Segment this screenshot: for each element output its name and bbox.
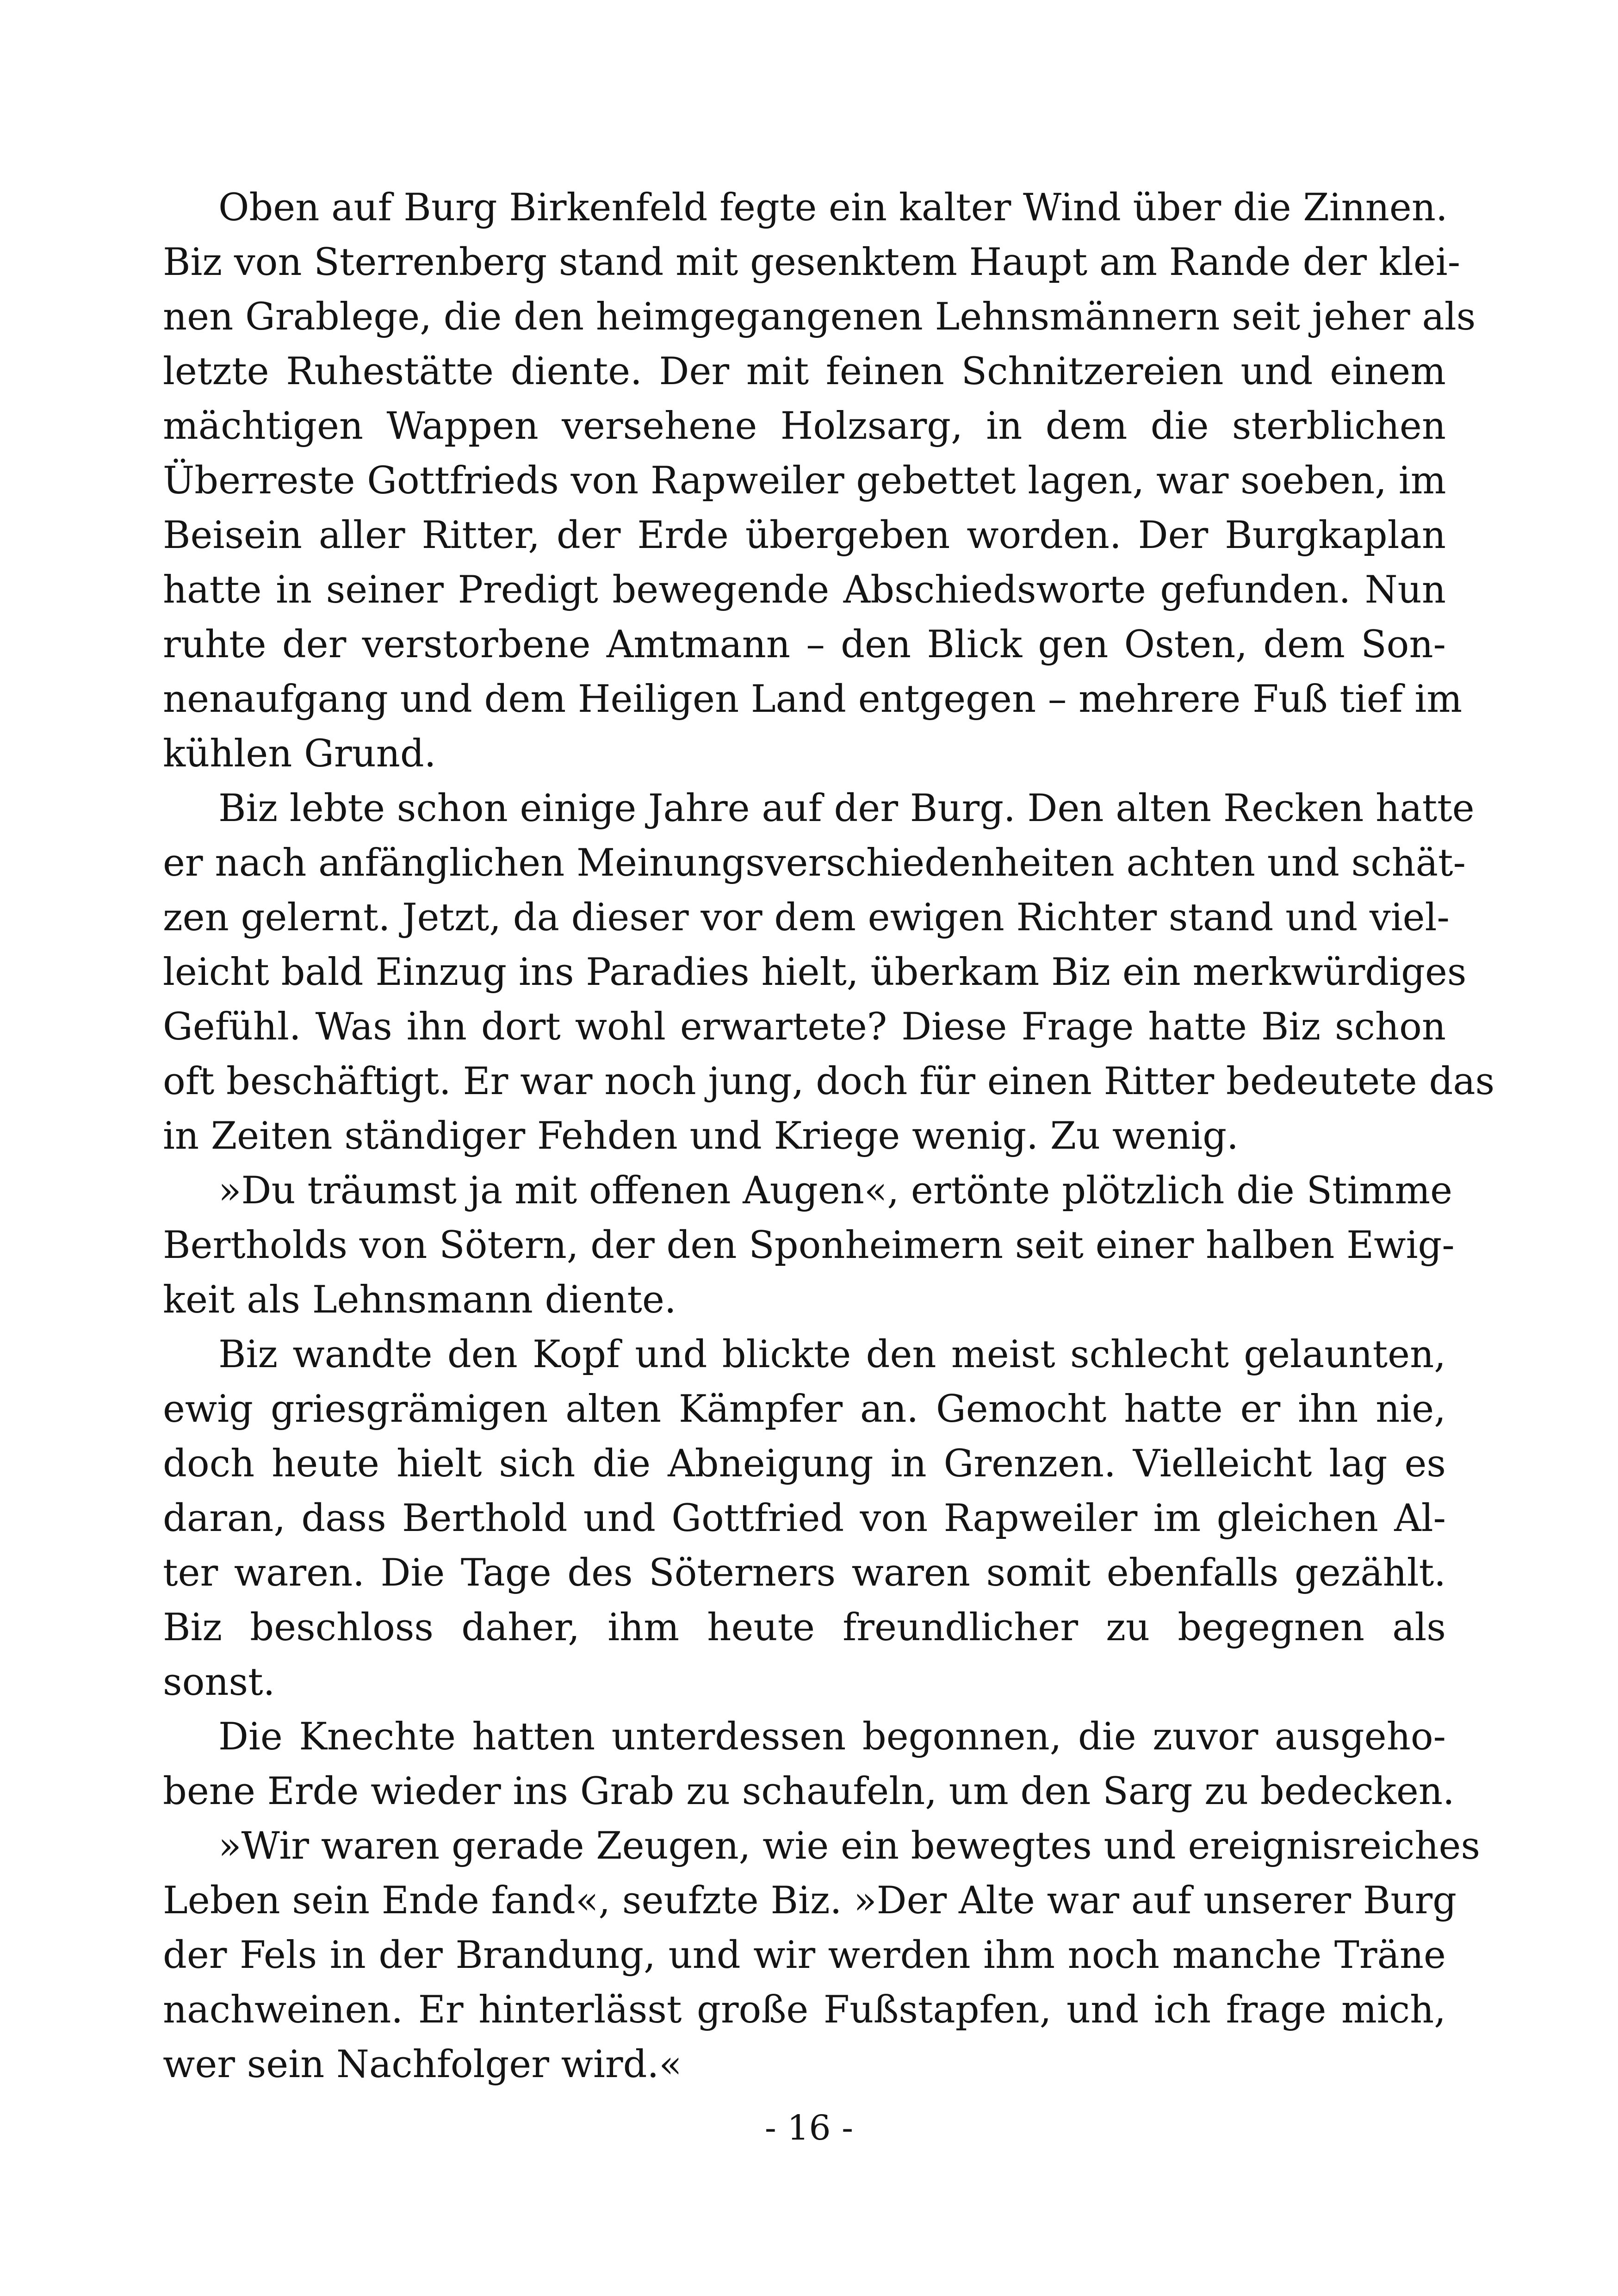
text-line: Bertholds von Sötern, der den Sponheimern seit einer halben Ewig- xyxy=(163,1224,1455,1267)
text-line: oft beschäftigt. Er war noch jung, doch für einen Ritter bedeutete das xyxy=(163,1060,1495,1103)
text-line: Biz von Sterrenberg stand mit gesenktem Haupt am Rande der klei- xyxy=(163,241,1461,284)
text-line: Gefühl. Was ihn dort wohl erwartete? Diese Frage hatte Biz schon xyxy=(163,1005,1446,1049)
text-line: Oben auf Burg Birkenfeld fegte ein kalter Wind über die Zinnen. xyxy=(218,186,1448,230)
text-line: »Du träumst ja mit offenen Augen«, ertönte plötzlich die Stimme xyxy=(218,1169,1453,1213)
text-line: nen Grablege, die den heimgegangenen Lehnsmännern seit jeher als xyxy=(163,295,1476,339)
text-line: nachweinen. Er hinterlässt große Fußstapfen, und ich frage mich, xyxy=(163,1988,1446,2032)
text-line: ruhte der verstorbene Amtmann – den Blick gen Osten, dem Son- xyxy=(163,623,1446,666)
text-line: mächtigen Wappen versehene Holzsarg, in dem die sterblichen xyxy=(163,404,1446,448)
text-line: der Fels in der Brandung, und wir werden ihm noch manche Träne xyxy=(163,1934,1446,1977)
text-line: nenaufgang und dem Heiligen Land entgegen – mehrere Fuß tief im xyxy=(163,678,1463,721)
text-line: leicht bald Einzug ins Paradies hielt, überkam Biz ein merkwürdiges xyxy=(163,951,1467,994)
text-line: doch heute hielt sich die Abneigung in Grenzen. Vielleicht lag es xyxy=(163,1442,1446,1486)
text-line: Überreste Gottfrieds von Rapweiler gebettet lagen, war soeben, im xyxy=(163,459,1446,503)
text-line: ter waren. Die Tage des Söterners waren somit ebenfalls gezählt. xyxy=(163,1551,1446,1595)
text-line: bene Erde wieder ins Grab zu schaufeln, um den Sarg zu bedecken. xyxy=(163,1770,1455,1813)
page-number: - 16 - xyxy=(764,2108,854,2148)
text-line: daran, dass Berthold und Gottfried von Rapweiler im gleichen Al- xyxy=(163,1497,1446,1540)
text-line: Biz wandte den Kopf und blickte den meist schlecht gelaunten, xyxy=(218,1333,1446,1376)
paragraph xyxy=(163,1164,1455,1327)
text-line: er nach anfänglichen Meinungsverschiedenheiten achten und schät- xyxy=(163,841,1466,885)
text-line: sonst. xyxy=(163,1661,275,1704)
text-line: keit als Lehnsmann diente. xyxy=(163,1278,676,1322)
text-line: kühlen Grund. xyxy=(163,732,436,776)
paragraph xyxy=(163,180,1476,781)
text-line: Leben sein Ende fand«, seufzte Biz. »Der Alte war auf unserer Burg xyxy=(163,1879,1457,1923)
text-line: Die Knechte hatten unterdessen begonnen, die zuvor ausgeho- xyxy=(218,1715,1446,1759)
paragraph xyxy=(163,1710,1455,1819)
paragraph xyxy=(163,781,1495,1164)
text-line: »Wir waren gerade Zeugen, wie ein bewegtes und ereignisreiches xyxy=(218,1824,1481,1868)
text-line: letzte Ruhestätte diente. Der mit feinen Schnitzereien und einem xyxy=(163,350,1446,393)
text-line: zen gelernt. Jetzt, da dieser vor dem ewigen Richter stand und viel- xyxy=(163,896,1450,940)
text-line: Biz lebte schon einige Jahre auf der Burg. Den alten Recken hatte xyxy=(218,787,1475,830)
text-line: wer sein Nachfolger wird.« xyxy=(163,2043,682,2086)
text-line: ewig griesgrämigen alten Kämpfer an. Gemocht hatte er ihn nie, xyxy=(163,1388,1446,1431)
body-text xyxy=(163,180,1495,2092)
paragraph xyxy=(163,1327,1446,1710)
paragraph xyxy=(163,1819,1481,2092)
text-line: in Zeiten ständiger Fehden und Kriege wenig. Zu wenig. xyxy=(163,1114,1239,1158)
text-line: hatte in seiner Predigt bewegende Abschiedsworte gefunden. Nun xyxy=(163,568,1446,612)
text-line: Biz beschloss daher, ihm heute freundlicher zu begegnen als xyxy=(163,1606,1446,1649)
text-line: Beisein aller Ritter, der Erde übergeben worden. Der Burgkaplan xyxy=(163,514,1446,557)
